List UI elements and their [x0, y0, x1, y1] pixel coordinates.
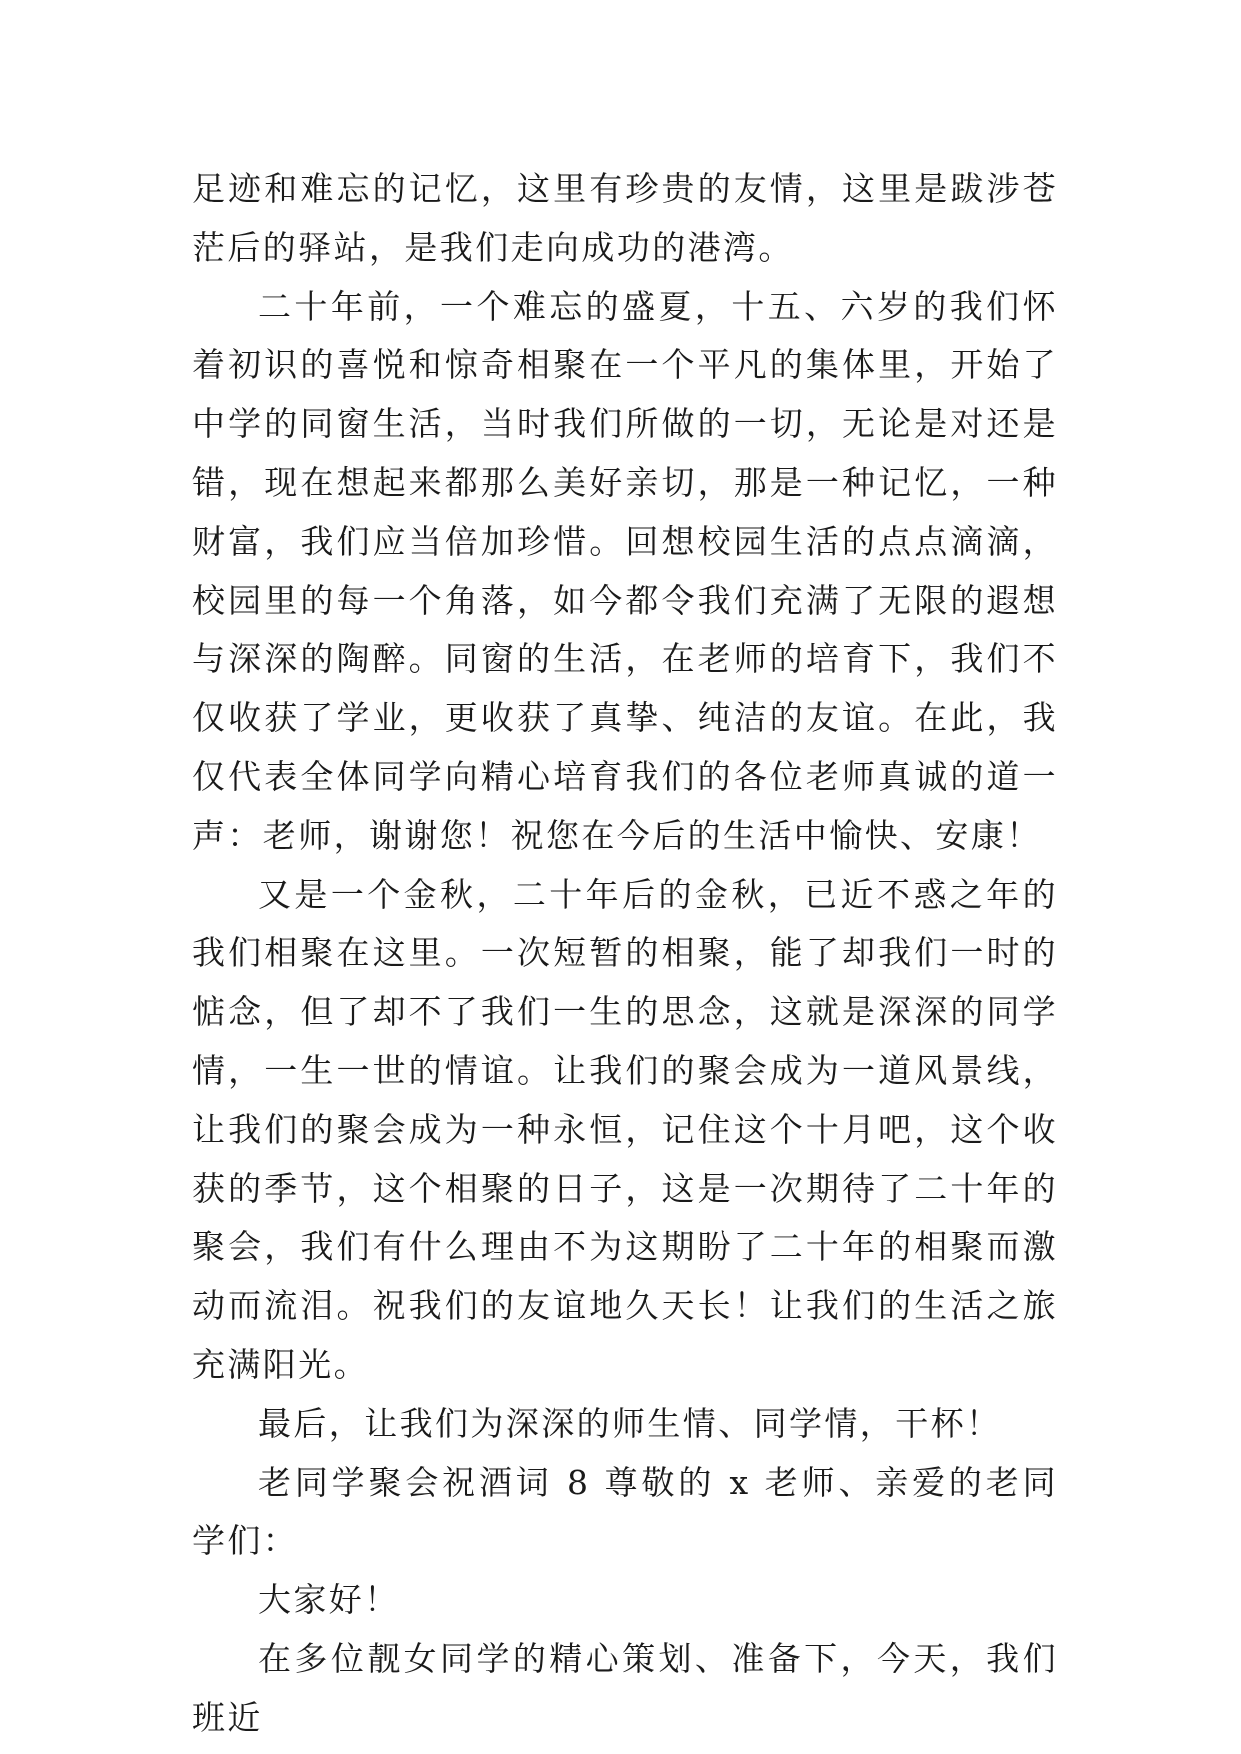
paragraph-continuation: 足迹和难忘的记忆，这里有珍贵的友情，这里是跋涉苍茫后的驿站，是我们走向成功的港湾。: [192, 169, 1058, 267]
paragraph-golden-autumn: 又是一个金秋，二十年后的金秋，已近不惑之年的我们相聚在这里。一次短暂的相聚，能了却我们一时的惦念，但了却不了我们一生的思念，这就是深深的同学情，一生一世的情谊。让我们的聚会成为一道风景线，让我们的聚会成为一种永恒，记住这个十月吧，这个收获的季节，这个相聚的日子，这是一次期待了二十年的聚会，我们有什么理由不为这期盼了二十年的相聚而激动而流泪。祝我们的友谊地久天长！让我们的生活之旅充满阳光。: [192, 874, 1058, 1384]
paragraph-greeting: 大家好！: [258, 1580, 400, 1620]
paragraph-reunion-intro: 在多位靓女同学的精心策划、准备下，今天，我们班近: [192, 1638, 1058, 1737]
document-body: [192, 160, 1058, 1748]
paragraph-twenty-years-ago: 二十年前，一个难忘的盛夏，十五、六岁的我们怀着初识的喜悦和惊奇相聚在一个平凡的集体里，开始了中学的同窗生活，当时我们所做的一切，无论是对还是错，现在想起来都那么美好亲切，那是一种记忆，一种财富，我们应当倍加珍惜。回想校园生活的点点滴滴，校园里的每一个角落，如今都令我们充满了无限的遐想与深深的陶醉。同窗的生活，在老师的培育下，我们不仅收获了学业，更收获了真挚、纯洁的友谊。在此，我仅代表全体同学向精心培育我们的各位老师真诚的道一声：老师，谢谢您！祝您在今后的生活中愉快、安康！: [192, 286, 1058, 855]
paragraph-toast: 最后，让我们为深深的师生情、同学情，干杯！: [258, 1403, 1002, 1443]
paragraph-speech-8-heading: 老同学聚会祝酒词 8 尊敬的 x 老师、亲爱的老同学们：: [192, 1462, 1058, 1561]
